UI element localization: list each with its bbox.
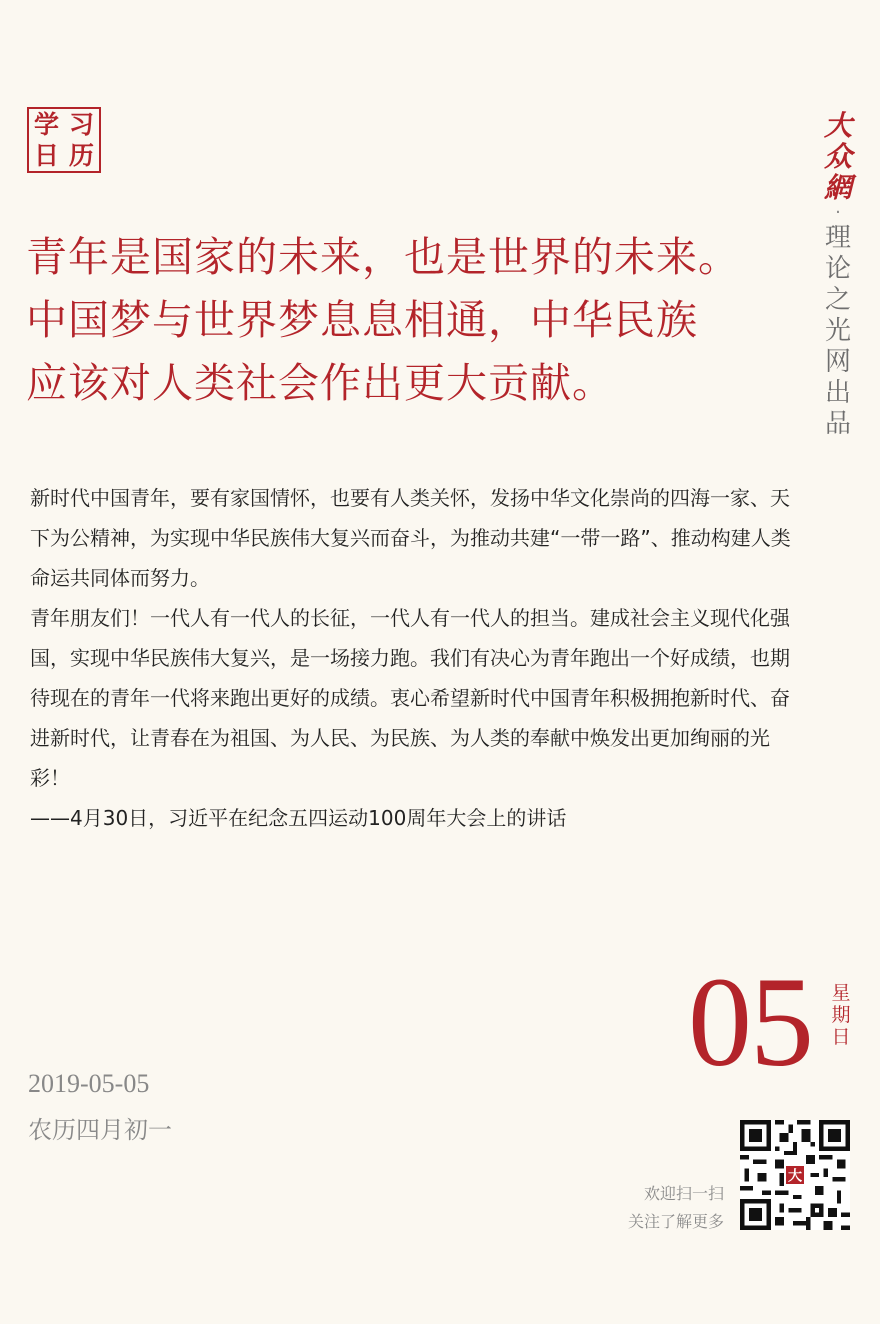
qr-code-icon[interactable] — [740, 1120, 850, 1230]
body-paragraph: 新时代中国青年，要有家国情怀，也要有人类关怀，发扬中华文化崇尚的四海一家、天下为公精神，为实现中华民族伟大复兴而奋斗，为推动共建“一带一路”、推动构建人类命运共同体而努力。 — [30, 486, 791, 590]
stamp-char: 日 — [33, 141, 59, 170]
weekday-char: 日 — [831, 1026, 851, 1048]
stamp-char: 学 — [33, 110, 59, 139]
qr-caption — [608, 1180, 724, 1236]
xuexi-rili-stamp — [27, 107, 101, 173]
body-paragraph: 青年朋友们！一代人有一代人的长征，一代人有一代人的担当。建成社会主义现代化强国，实现中华民族伟大复兴，是一场接力跑。我们有决心为青年跑出一个好成绩，也期待现在的青年一代将来跑出更好的成绩。衷心希望新时代中国青年积极拥抱新时代、奋进新时代，让青春在为祖国、为人民、为民族、为人类的奉献中焕发出更加绚丽的光彩！ — [30, 606, 790, 790]
body-text — [30, 478, 805, 838]
brand-sub-char: 理 — [824, 223, 851, 253]
headline-line: 应该对人类社会作出更大贡献。 — [26, 359, 614, 407]
day-number: 05 — [688, 951, 812, 1093]
qr-caption-line: 关注了解更多 — [627, 1212, 724, 1231]
weekday-label — [830, 982, 852, 1048]
brand-sub-char: 光 — [824, 316, 851, 346]
svg-text:大: 大 — [787, 1168, 803, 1185]
brand-sub-char: 出 — [824, 378, 851, 408]
lunar-date: 农历四月初一 — [28, 1116, 172, 1144]
logo-char: 众 — [823, 140, 852, 173]
gregorian-date: 2019-05-05 — [28, 1069, 150, 1098]
body-source: ——4月30日，习近平在纪念五四运动100周年大会上的讲话 — [30, 806, 567, 830]
brand-sub-char: 品 — [824, 409, 851, 439]
weekday-char: 期 — [831, 1004, 851, 1026]
weekday-char: 星 — [831, 982, 851, 1004]
stamp-char: 历 — [68, 141, 94, 170]
stamp-char: 习 — [68, 110, 94, 139]
dazhong-logo — [818, 110, 858, 203]
brand-sub-char: 之 — [824, 285, 851, 315]
brand-vertical — [818, 110, 858, 440]
brand-sub-char: 网 — [824, 347, 851, 377]
headline-line: 青年是国家的未来，也是世界的未来。 — [26, 233, 740, 281]
headline-quote — [26, 226, 816, 415]
brand-subtitle — [818, 223, 858, 440]
brand-sub-char: 论 — [824, 254, 851, 284]
logo-char: 大 — [823, 109, 852, 142]
headline-line: 中国梦与世界梦息息相通，中华民族 — [26, 296, 698, 344]
brand-separator: · — [835, 202, 841, 223]
logo-char: 網 — [823, 171, 852, 204]
qr-caption-line: 欢迎扫一扫 — [643, 1184, 724, 1203]
